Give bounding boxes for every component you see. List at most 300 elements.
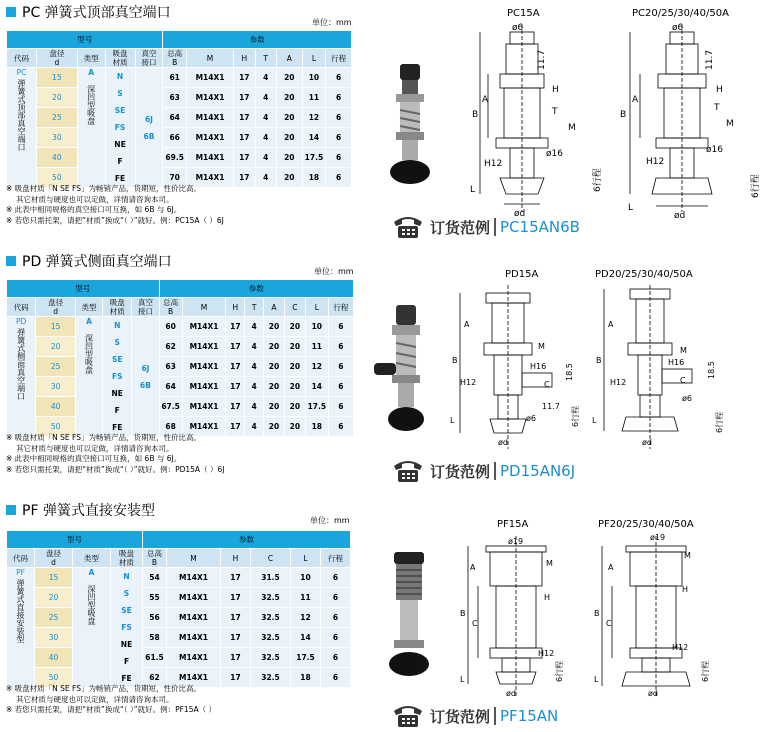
note-line: ※ 若您只需托架，请把“材质”换成“（ ）”就好。例：PF15A（ ） — [6, 705, 216, 714]
dim-m-left: M — [568, 123, 576, 133]
port-value: 6J — [141, 363, 150, 373]
dim-phid-right: ød — [648, 689, 658, 698]
cell-m: M14X1 — [182, 397, 226, 417]
material-item: FE — [114, 174, 126, 183]
cell-t: 4 — [255, 128, 276, 148]
table-row — [7, 337, 354, 357]
product-photo — [372, 303, 436, 435]
cell-a: 20 — [276, 168, 302, 188]
cell-l: 10 — [305, 317, 328, 337]
cell-a: 20 — [276, 88, 302, 108]
cell-l: 14 — [305, 377, 328, 397]
cell-stroke: 6 — [328, 337, 353, 357]
dim-117: 11.7 — [542, 402, 560, 411]
note-line: ※ 吸盘材质「N SE FS」为畅销产品，货期短，性价比高。 — [6, 184, 201, 193]
code-description: 弹簧式顶部真空端口 — [16, 79, 26, 151]
dim-b-left: B — [460, 609, 466, 618]
cell-m: M14X1 — [186, 168, 233, 188]
cell-l: 11 — [291, 588, 321, 608]
diameter-cell: 20 — [36, 88, 77, 108]
col-l: L — [291, 549, 321, 568]
cell-c: 20 — [284, 357, 305, 377]
technical-drawing-pc — [460, 22, 770, 222]
cell-h: 17 — [226, 397, 245, 417]
col-port: 真空 接口 — [135, 49, 163, 68]
cell-c: 32.5 — [251, 668, 291, 688]
table-row — [7, 568, 351, 588]
table-row — [7, 88, 352, 108]
cell-b: 60 — [159, 317, 182, 337]
col-c: C — [251, 549, 291, 568]
header-params: 参数 — [159, 280, 353, 298]
col-b: 总高 B — [163, 49, 187, 68]
col-stroke: 行程 — [328, 298, 353, 317]
dim-phi6-right: ø6 — [682, 394, 692, 403]
material-item: F — [117, 157, 123, 166]
note-line: ※ 此表中相同规格的真空接口可互换，如 6B 与 6J。 — [6, 205, 182, 214]
diameter-cell: 30 — [36, 128, 77, 148]
cell-m: M14X1 — [186, 108, 233, 128]
cell-a: 20 — [264, 337, 285, 357]
col-a: A — [276, 49, 302, 68]
port-value: 6J — [144, 114, 153, 124]
dim-m-right: M — [684, 551, 691, 560]
cell-m: M14X1 — [186, 148, 233, 168]
cell-stroke: 6 — [321, 568, 351, 588]
dim-h16-left: H16 — [530, 362, 547, 371]
cell-h: 17 — [234, 148, 255, 168]
material-item: F — [123, 657, 130, 666]
order-code: PC15AN6B — [500, 218, 580, 236]
section-title-text: PF 弹簧式直接安装型 — [22, 503, 155, 519]
cell-t: 4 — [255, 88, 276, 108]
code-cell — [7, 568, 35, 688]
cell-stroke: 6 — [326, 168, 352, 188]
divider — [494, 218, 496, 236]
cell-l: 10 — [302, 68, 326, 88]
cell-l: 17.5 — [302, 148, 326, 168]
table-row — [7, 628, 351, 648]
cell-l: 12 — [291, 608, 321, 628]
dim-h12-left: H12 — [484, 159, 503, 169]
cell-b: 62 — [143, 668, 167, 688]
type-description: 深凹型吸盘 — [84, 334, 94, 374]
table-row — [7, 648, 351, 668]
cell-m: M14X1 — [186, 68, 233, 88]
material-item: S — [123, 589, 130, 598]
diameter-cell: 30 — [36, 377, 76, 397]
section-title — [6, 5, 171, 21]
material-item: FS — [111, 372, 123, 381]
cell-b: 61.5 — [143, 648, 167, 668]
dim-h12-right: H12 — [610, 378, 627, 387]
type-value: A — [88, 568, 95, 577]
order-code: PF15AN — [500, 707, 559, 725]
dim-stroke-right: 6行程 — [715, 411, 724, 433]
note-line: ※ 此表中相同规格的真空接口可互换，如 6B 与 6J。 — [6, 454, 182, 463]
cell-l: 12 — [305, 357, 328, 377]
type-cell — [75, 317, 102, 437]
cell-a: 20 — [276, 148, 302, 168]
cell-b: 61 — [163, 68, 187, 88]
material-item: FE — [112, 423, 123, 432]
diameter-cell: 25 — [35, 608, 73, 628]
cell-m: M14X1 — [182, 377, 226, 397]
dim-l-right: L — [592, 416, 597, 425]
type-value: A — [86, 317, 92, 326]
diameter-cell: 30 — [35, 628, 73, 648]
note-line: 其它材质与硬度也可以定做，详情请咨询本司。 — [16, 194, 174, 204]
dim-185-left: 18.5 — [565, 363, 574, 381]
code-description: 弹簧式直接安装型 — [16, 579, 25, 643]
unit-label: 单位：mm — [312, 18, 352, 27]
col-material: 吸盘 材质 — [105, 49, 135, 68]
cell-l: 18 — [302, 168, 326, 188]
cell-m: M14X1 — [186, 128, 233, 148]
cell-t: 4 — [255, 108, 276, 128]
cell-t: 4 — [245, 417, 264, 437]
cell-h: 17 — [226, 317, 245, 337]
type-cell — [77, 68, 105, 188]
dim-phid-left: ød — [498, 438, 508, 447]
cell-h: 17 — [221, 668, 251, 688]
material-item: F — [114, 406, 120, 415]
type-cell — [73, 568, 111, 688]
col-d: 盘径 d — [35, 549, 73, 568]
phone-icon — [392, 703, 424, 729]
type-description: 深凹型吸盘 — [86, 85, 96, 125]
diameter-cell: 50 — [36, 168, 77, 188]
diagram-label-right: PD20/25/30/40/50A — [595, 269, 693, 280]
col-h: H — [234, 49, 255, 68]
col-l: L — [302, 49, 326, 68]
cell-c: 31.5 — [251, 568, 291, 588]
material-item: N — [114, 321, 121, 330]
material-item: SE — [111, 355, 123, 364]
order-code: PD15AN6J — [500, 462, 576, 480]
cell-m: M14X1 — [167, 668, 221, 688]
dim-a-right: A — [632, 95, 639, 105]
port-value: 6B — [143, 131, 155, 141]
title-marker — [6, 256, 16, 266]
section-pc — [0, 0, 772, 245]
dim-h-left: H — [552, 85, 559, 95]
diameter-cell: 20 — [35, 588, 73, 608]
cell-l: 14 — [302, 128, 326, 148]
material-item: N — [123, 572, 130, 581]
diagram-label-left: PD15A — [505, 269, 539, 280]
diameter-cell: 40 — [36, 397, 76, 417]
diameter-cell: 15 — [36, 68, 77, 88]
table-row — [7, 608, 351, 628]
phone-icon — [392, 458, 424, 484]
cell-c: 32.5 — [251, 608, 291, 628]
cell-b: 68 — [159, 417, 182, 437]
note-line: ※ 若您只需托架，请把“材质”换成“（ ）”就好。例：PD15A（ ）6J — [6, 464, 225, 474]
cell-b: 64 — [159, 377, 182, 397]
cell-a: 20 — [276, 108, 302, 128]
cell-m: M14X1 — [182, 357, 226, 377]
code-value: PD — [15, 317, 27, 326]
material-item: SE — [121, 606, 132, 615]
dim-117-left: 11.7 — [537, 49, 547, 70]
material-item: SE — [114, 106, 126, 115]
cell-m: M14X1 — [167, 608, 221, 628]
col-code: 代码 — [7, 549, 35, 568]
order-example — [392, 703, 558, 729]
dim-117-right: 11.7 — [705, 49, 715, 70]
cell-stroke: 6 — [328, 417, 353, 437]
cell-stroke: 6 — [326, 108, 352, 128]
dim-b-right: B — [620, 110, 627, 120]
dim-m-left: M — [538, 342, 545, 351]
dim-h-left: H — [544, 593, 551, 602]
dim-a-right: A — [608, 320, 614, 329]
cell-t: 4 — [255, 68, 276, 88]
dim-c-right: C — [680, 376, 686, 385]
col-port: 真空 接口 — [132, 298, 159, 317]
cell-stroke: 6 — [328, 397, 353, 417]
col-h: H — [221, 549, 251, 568]
cell-stroke: 6 — [328, 377, 353, 397]
order-label: 订货范例 — [430, 218, 491, 237]
dim-stroke-right: 6行程 — [701, 660, 710, 682]
col-code: 代码 — [7, 49, 37, 68]
diameter-cell: 40 — [36, 148, 77, 168]
cell-b: 67.5 — [159, 397, 182, 417]
cell-b: 63 — [159, 357, 182, 377]
cell-h: 17 — [234, 128, 255, 148]
dim-phi16-left: ø16 — [546, 149, 563, 159]
cell-stroke: 6 — [321, 588, 351, 608]
cell-a: 20 — [264, 397, 285, 417]
diagram-label-right: PF20/25/30/40/50A — [598, 519, 694, 530]
material-cell — [105, 68, 135, 188]
cell-stroke: 6 — [328, 317, 353, 337]
col-type: 类型 — [73, 549, 111, 568]
cell-b: 69.5 — [163, 148, 187, 168]
header-model: 型号 — [7, 31, 163, 49]
cell-h: 17 — [226, 357, 245, 377]
col-stroke: 行程 — [326, 49, 352, 68]
code-value: PF — [16, 568, 25, 577]
cell-a: 20 — [264, 417, 285, 437]
code-value: PC — [16, 68, 27, 77]
cell-stroke: 6 — [326, 128, 352, 148]
dim-c-left: C — [472, 619, 478, 628]
cell-l: 11 — [302, 88, 326, 108]
table-row — [7, 377, 354, 397]
title-marker — [6, 505, 16, 515]
material-item: NE — [120, 640, 133, 649]
dim-b-left: B — [452, 356, 458, 365]
material-cell — [103, 317, 132, 437]
dim-phi16-right: ø16 — [706, 145, 723, 155]
note-line: 其它材质与硬度也可以定做，详情请咨询本司。 — [16, 443, 174, 453]
dim-185-right: 18.5 — [707, 361, 716, 379]
col-d: 盘径 d — [36, 49, 77, 68]
cell-c: 20 — [284, 397, 305, 417]
notes — [6, 433, 224, 475]
material-item: FS — [114, 123, 126, 132]
technical-drawing-pf — [456, 534, 768, 698]
dim-phid-left: ød — [514, 209, 526, 219]
material-item: FE — [121, 674, 132, 683]
col-m: M — [186, 49, 233, 68]
unit-label: 单位：mm — [310, 516, 350, 525]
dim-phi6-left: ø6 — [526, 414, 536, 423]
cell-b: 63 — [163, 88, 187, 108]
type-value: A — [88, 68, 94, 77]
cell-c: 32.5 — [251, 648, 291, 668]
cell-l: 18 — [305, 417, 328, 437]
cell-a: 20 — [276, 128, 302, 148]
dim-stroke-right: 6行程 — [751, 174, 761, 198]
cell-h: 17 — [221, 648, 251, 668]
dim-l-left: L — [470, 185, 476, 195]
col-d: 盘径 d — [36, 298, 76, 317]
cell-m: M14X1 — [167, 568, 221, 588]
dim-h-right: H — [682, 585, 689, 594]
cell-l: 14 — [291, 628, 321, 648]
cell-c: 20 — [284, 317, 305, 337]
note-line: ※ 若您只需托架，请把“材质”换成“（ ）”就好。例：PC15A（ ）6J — [6, 215, 224, 225]
diameter-cell: 25 — [36, 357, 76, 377]
order-label: 订货范例 — [430, 462, 491, 481]
cell-t: 4 — [245, 377, 264, 397]
note-line: ※ 吸盘材质「N SE FS」为畅销产品，货期短，性价比高。 — [6, 684, 201, 693]
material-cell — [111, 568, 143, 688]
cell-b: 55 — [143, 588, 167, 608]
dim-h-right: H — [716, 85, 723, 95]
note-line: ※ 吸盘材质「N SE FS」为畅销产品，货期短，性价比高。 — [6, 433, 201, 442]
technical-drawing-pd — [446, 283, 770, 451]
unit-label: 单位：mm — [314, 267, 354, 276]
dim-t-left: T — [552, 107, 558, 117]
dim-c-right: C — [606, 619, 612, 628]
col-m: M — [167, 549, 221, 568]
cell-c: 20 — [284, 337, 305, 357]
section-title — [6, 503, 155, 519]
dim-l-right: L — [594, 675, 599, 684]
title-marker — [6, 7, 16, 17]
cell-stroke: 6 — [321, 648, 351, 668]
dim-b-right: B — [596, 356, 602, 365]
code-description: 弹簧式侧面真空端口 — [16, 328, 26, 400]
dim-h12-left: H12 — [460, 378, 477, 387]
cell-h: 17 — [221, 628, 251, 648]
cell-m: M14X1 — [167, 648, 221, 668]
divider — [494, 462, 496, 480]
cell-t: 4 — [255, 168, 276, 188]
dim-phi6-left: ø6 — [512, 23, 524, 33]
dim-a-left: A — [470, 563, 476, 572]
col-m: M — [182, 298, 226, 317]
diameter-cell: 15 — [35, 568, 73, 588]
phone-icon — [392, 214, 424, 240]
section-pd — [0, 249, 772, 494]
cell-h: 17 — [226, 417, 245, 437]
diameter-cell: 15 — [36, 317, 76, 337]
dim-l-left: L — [450, 416, 455, 425]
dim-phid-right: ød — [642, 438, 652, 447]
dim-c-left: C — [544, 380, 550, 389]
cell-l: 18 — [291, 668, 321, 688]
note-line: 其它材质与硬度也可以定做，详情请咨询本司。 — [16, 694, 174, 704]
diagram-label-left: PF15A — [497, 519, 529, 530]
dim-b-left: B — [472, 110, 479, 120]
cell-h: 17 — [221, 608, 251, 628]
col-material: 吸盘 材质 — [103, 298, 132, 317]
cell-h: 17 — [221, 568, 251, 588]
cell-b: 62 — [159, 337, 182, 357]
header-params: 参数 — [143, 531, 351, 549]
table-row — [7, 588, 351, 608]
order-label: 订货范例 — [430, 707, 491, 726]
cell-l: 17.5 — [291, 648, 321, 668]
cell-stroke: 6 — [326, 68, 352, 88]
notes — [6, 684, 216, 716]
section-title — [6, 254, 172, 270]
diameter-cell: 40 — [35, 648, 73, 668]
cell-c: 32.5 — [251, 628, 291, 648]
col-code: 代码 — [7, 298, 36, 317]
spec-table-pf — [6, 530, 351, 688]
notes — [6, 184, 224, 226]
col-h: H — [226, 298, 245, 317]
cell-l: 10 — [291, 568, 321, 588]
dim-l-left: L — [460, 675, 465, 684]
order-example — [392, 214, 580, 240]
cell-c: 32.5 — [251, 588, 291, 608]
cell-m: M14X1 — [182, 417, 226, 437]
dim-stroke-left: 6行程 — [593, 168, 603, 192]
section-title-text: PD 弹簧式侧面真空端口 — [22, 254, 172, 270]
type-description: 深凹型吸盘 — [87, 585, 96, 625]
diameter-cell: 50 — [36, 417, 76, 437]
dim-phi19-right: ø19 — [650, 534, 666, 542]
port-cell — [132, 317, 159, 437]
code-cell — [7, 317, 36, 437]
order-example — [392, 458, 575, 484]
diagram-label-left: PC15A — [507, 8, 540, 19]
column-headers — [7, 549, 351, 568]
dim-a-left: A — [482, 95, 489, 105]
cell-h: 17 — [234, 68, 255, 88]
cell-b: 56 — [143, 608, 167, 628]
dim-stroke-left: 6行程 — [571, 405, 580, 427]
col-t: T — [245, 298, 264, 317]
dim-phi6-right: ø6 — [672, 23, 684, 33]
col-material: 吸盘 材质 — [111, 549, 143, 568]
spec-table-pd — [6, 279, 354, 437]
dim-m-right: M — [680, 346, 687, 355]
dim-phid-left: ød — [506, 689, 516, 698]
col-l: L — [305, 298, 328, 317]
cell-stroke: 6 — [328, 357, 353, 377]
dim-a-left: A — [464, 320, 470, 329]
diameter-cell: 25 — [36, 108, 77, 128]
col-type: 类型 — [75, 298, 102, 317]
col-t: T — [255, 49, 276, 68]
table-row — [7, 108, 352, 128]
cell-m: M14X1 — [182, 337, 226, 357]
section-pf — [0, 498, 772, 732]
cell-l: 12 — [302, 108, 326, 128]
cell-b: 58 — [143, 628, 167, 648]
cell-a: 20 — [264, 317, 285, 337]
cell-l: 17.5 — [305, 397, 328, 417]
